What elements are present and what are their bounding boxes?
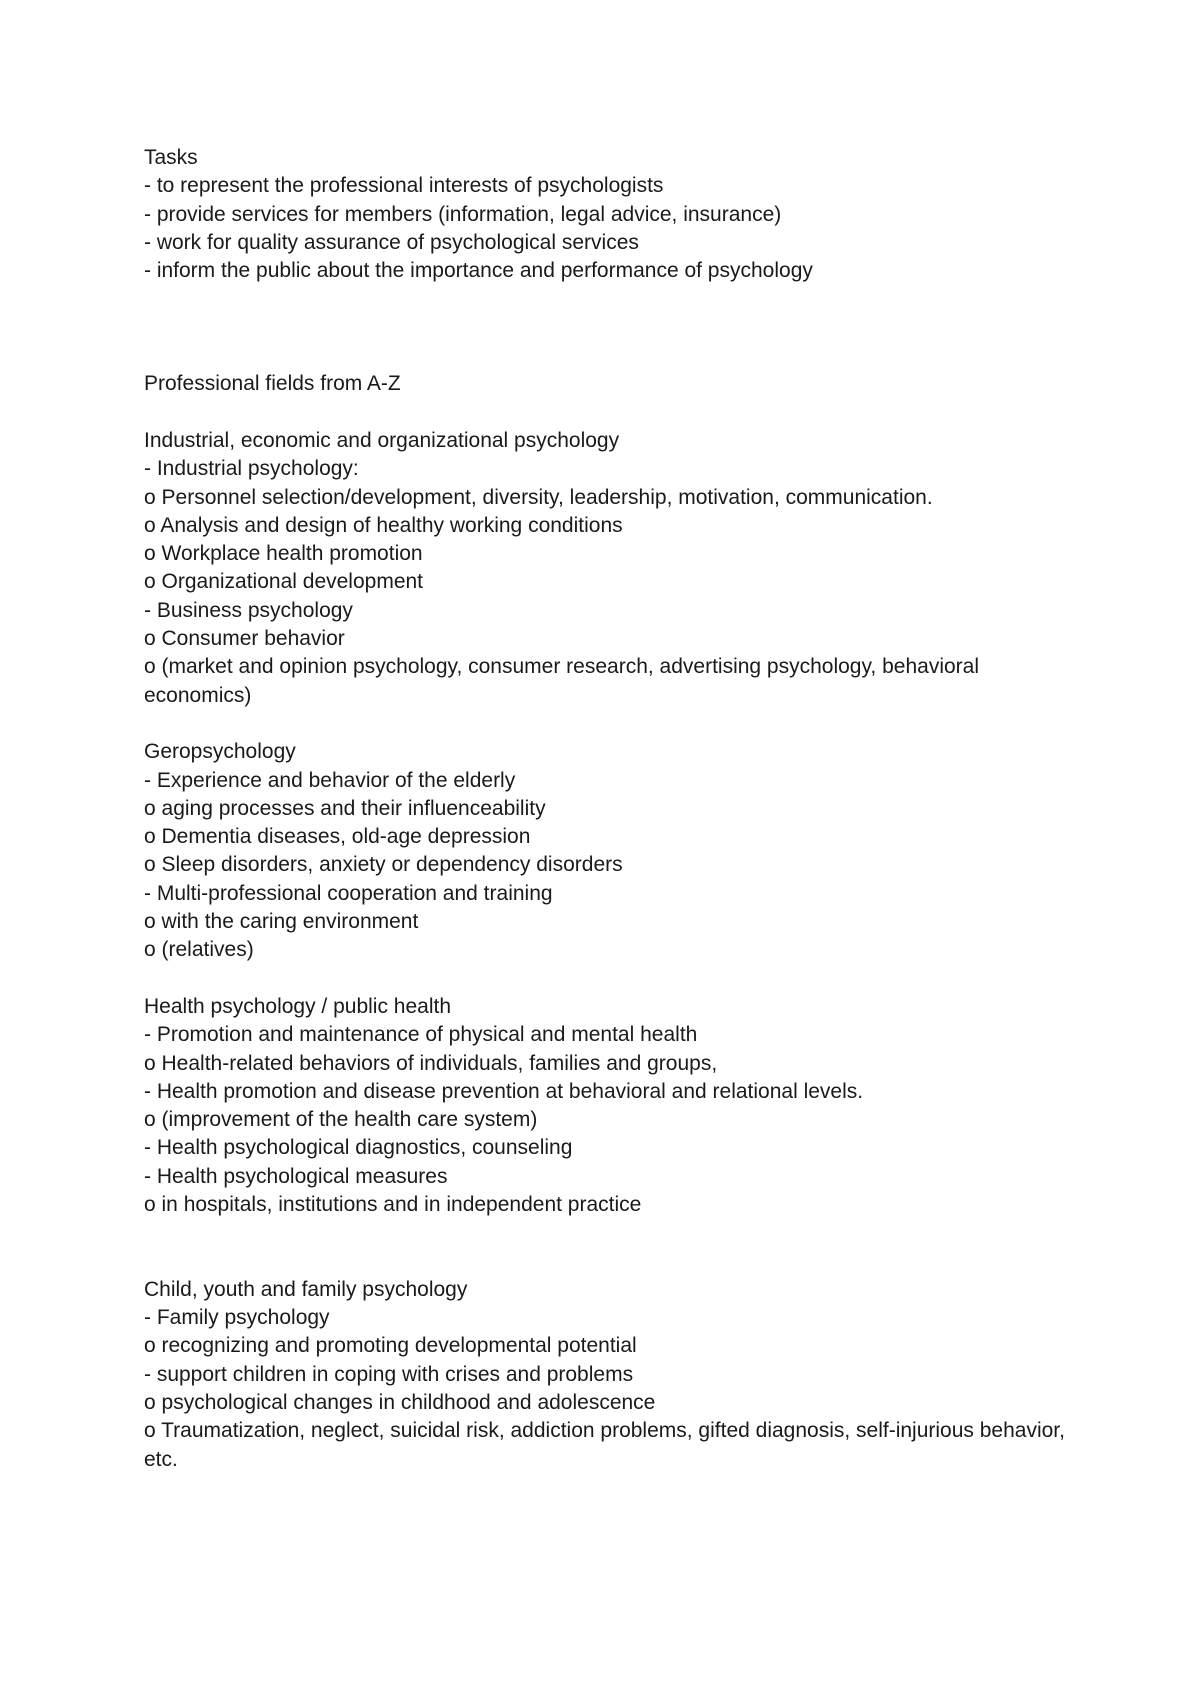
section-line: - Family psychology [144,1306,330,1330]
gero-section [144,738,1084,964]
section-line: o Personnel selection/development, diversity, leadership, motivation, communication. [144,485,933,509]
section-line: o Analysis and design of healthy working conditions [144,513,623,537]
section-line: - Health promotion and disease prevention at behavioral and relational levels. [144,1079,864,1103]
tasks-item: - inform the public about the importance and performance of psychology [144,259,813,283]
document-body [144,144,1084,1474]
section-line: - Promotion and maintenance of physical and mental health [144,1023,698,1047]
tasks-section [144,144,1084,285]
tasks-item: - to represent the professional interests of psychologists [144,174,664,198]
section-line: - Multi-professional cooperation and training [144,881,553,905]
section-line: o in hospitals, institutions and in independent practice [144,1192,642,1216]
section-line: o Health-related behaviors of individuals, families and groups, [144,1051,718,1075]
spacer [144,399,1084,427]
section-line: o recognizing and promoting developmental potential [144,1334,637,1358]
section-line: o psychological changes in childhood and adolescence [144,1391,656,1415]
section-line: o Organizational development [144,570,424,594]
section-heading: Industrial, economic and organizational psychology [144,428,620,452]
section-heading: Health psychology / public health [144,994,452,1018]
section-line: - Health psychological diagnostics, counseling [144,1136,573,1160]
section-line: o (improvement of the health care system) [144,1108,538,1132]
tasks-item: - provide services for members (information, legal advice, insurance) [144,202,782,226]
section-line: - support children in coping with crises and problems [144,1362,634,1386]
section-line: o (market and opinion psychology, consumer research, advertising psychology, behavioral economics) [144,655,985,707]
tasks-heading: Tasks [144,146,198,169]
child-section [144,1276,1084,1474]
industrial-section [144,427,1084,710]
section-line: o Traumatization, neglect, suicidal risk, addiction problems, gifted diagnosis, self-injurious behavior, etc. [144,1419,1071,1471]
section-line: o aging processes and their influenceability [144,796,546,820]
section-line: o Sleep disorders, anxiety or dependency disorders [144,853,623,877]
spacer [144,710,1084,738]
tasks-item: - work for quality assurance of psychological services [144,230,639,254]
section-heading: Child, youth and family psychology [144,1277,468,1301]
spacer [144,285,1084,370]
spacer [144,1248,1084,1276]
section-line: o Dementia diseases, old-age depression [144,825,531,849]
section-line: - Industrial psychology: [144,457,359,481]
health-section [144,993,1084,1219]
section-line: - Health psychological measures [144,1164,448,1188]
section-line: o with the caring environment [144,910,419,934]
section-line: o Workplace health promotion [144,542,423,566]
section-line: - Business psychology [144,598,353,622]
section-line: o (relatives) [144,938,254,962]
section-heading: Geropsychology [144,740,296,764]
spacer [144,965,1084,993]
spacer [144,1219,1084,1247]
fields-heading: Professional fields from A-Z [144,372,401,396]
section-line: - Experience and behavior of the elderly [144,768,516,792]
section-line: o Consumer behavior [144,627,345,651]
